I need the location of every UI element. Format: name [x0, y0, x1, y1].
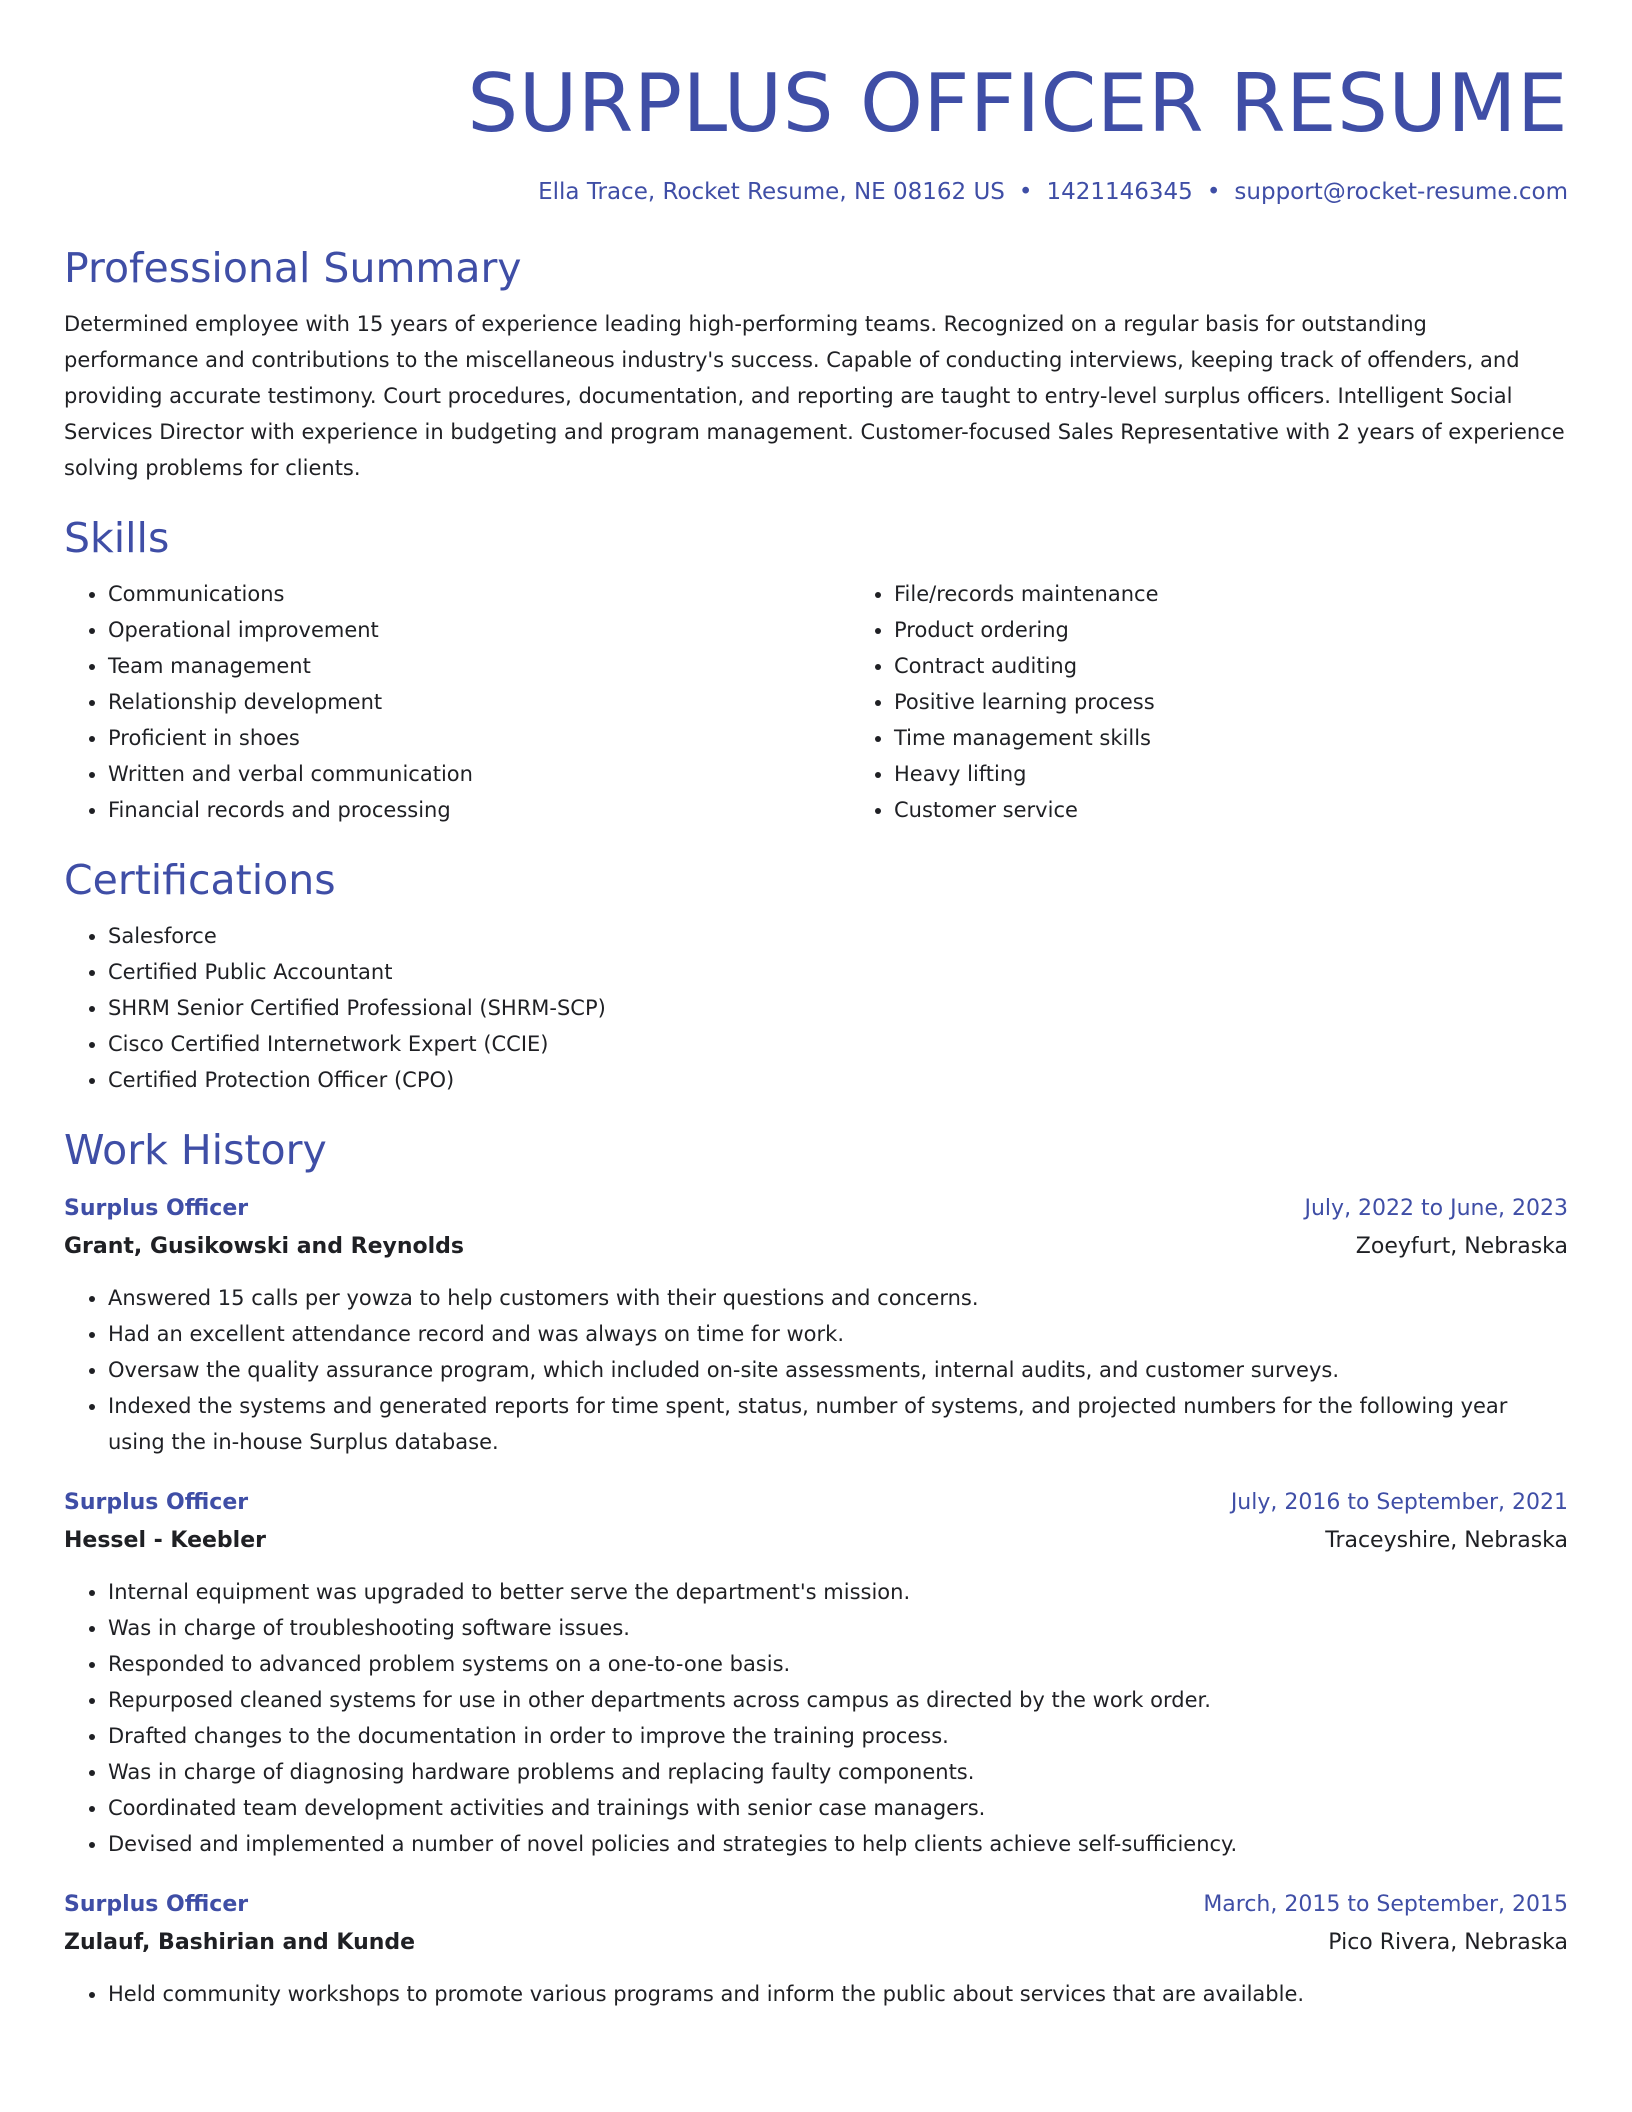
job-bullet: • Held community workshops to promote various programs and inform the public about services that are available. — [108, 1976, 1568, 2012]
job-entry — [64, 1190, 1568, 1460]
certification-item: • SHRM Senior Certified Professional (SHRM-SCP) — [108, 990, 1568, 1026]
certifications-heading: Certifications — [64, 856, 336, 904]
job-dates: July, 2016 to September, 2021 — [1230, 1490, 1568, 1515]
skills-grid — [64, 576, 1568, 828]
job-header-row — [64, 1190, 1568, 1228]
job-company-row — [64, 1924, 1568, 1962]
skills-list-left — [64, 576, 850, 828]
job-entry — [64, 1484, 1568, 1862]
job-bullet: • Coordinated team development activities and trainings with senior case managers. — [108, 1790, 1568, 1826]
job-bullets — [64, 1574, 1568, 1862]
skill-item: • Time management skills — [894, 720, 1632, 756]
certification-item: • Certified Public Accountant — [108, 954, 1568, 990]
job-bullet: • Indexed the systems and generated reports for time spent, status, number of systems, and projected numbers for the following year using the in-house Surplus database. — [108, 1388, 1568, 1460]
job-dates: March, 2015 to September, 2015 — [1203, 1892, 1568, 1917]
skills-section — [64, 512, 1568, 828]
contact-phone: 1421146345 — [1046, 179, 1193, 205]
resume-header — [64, 56, 1568, 208]
skill-item: • Communications — [108, 576, 850, 612]
job-bullet: • Oversaw the quality assurance program, which included on-site assessments, internal audits, and customer surveys. — [108, 1352, 1568, 1388]
work-history-heading: Work History — [64, 1126, 327, 1174]
job-title: Surplus Officer — [64, 1490, 249, 1515]
job-header-row — [64, 1484, 1568, 1522]
certification-item: • Salesforce — [108, 918, 1568, 954]
job-bullet: • Had an excellent attendance record and was always on time for work. — [108, 1316, 1568, 1352]
skill-item: • Operational improvement — [108, 612, 850, 648]
job-company-row — [64, 1228, 1568, 1266]
certifications-section — [64, 854, 1568, 1098]
job-header-row — [64, 1886, 1568, 1924]
job-location: Traceyshire, Nebraska — [1325, 1528, 1568, 1553]
skill-item: • Product ordering — [894, 612, 1632, 648]
job-title: Surplus Officer — [64, 1892, 249, 1917]
job-title: Surplus Officer — [64, 1196, 249, 1221]
skills-list-right — [850, 576, 1632, 828]
skill-item: • Contract auditing — [894, 648, 1632, 684]
job-bullet: • Answered 15 calls per yowza to help customers with their questions and concerns. — [108, 1280, 1568, 1316]
summary-text: Determined employee with 15 years of experience leading high-performing teams. Recognized on a regular basis for outstanding performance and contributions to the miscellaneous industry's success. Capable of conducting interviews, keeping track of offenders, and providing accurate testimony. Court procedures, documentation, and reporting are taught to entry-level surplus officers. Intelligent Social Services Director with experience in budgeting and program management. Customer-focused Sales Representative with 2 years of experience solving problems for clients. — [64, 312, 1565, 480]
contact-email-link[interactable]: support@rocket-resume.com — [1234, 179, 1568, 205]
skill-item: • Customer service — [894, 792, 1632, 828]
job-entry — [64, 1886, 1568, 2012]
skill-item: • Financial records and processing — [108, 792, 850, 828]
skill-item: • Positive learning process — [894, 684, 1632, 720]
job-bullet: • Drafted changes to the documentation in order to improve the training process. — [108, 1718, 1568, 1754]
resume-title: SURPLUS OFFICER RESUME — [467, 57, 1568, 150]
job-bullets — [64, 1280, 1568, 1460]
contact-line — [64, 176, 1568, 208]
skill-item: • Written and verbal communication — [108, 756, 850, 792]
job-bullet: • Was in charge of troubleshooting software issues. — [108, 1610, 1568, 1646]
job-bullet: • Internal equipment was upgraded to better serve the department's mission. — [108, 1574, 1568, 1610]
job-bullets — [64, 1976, 1568, 2012]
skill-item: • Heavy lifting — [894, 756, 1632, 792]
skill-item: • Relationship development — [108, 684, 850, 720]
certifications-list — [64, 918, 1568, 1098]
job-dates: July, 2022 to June, 2023 — [1304, 1196, 1568, 1221]
job-location: Zoeyfurt, Nebraska — [1355, 1234, 1568, 1259]
job-company: Zulauf, Bashirian and Kunde — [64, 1930, 416, 1955]
contact-address: Ella Trace, Rocket Resume, NE 08162 US — [538, 179, 1005, 205]
summary-heading: Professional Summary — [64, 244, 522, 292]
job-location: Pico Rivera, Nebraska — [1328, 1930, 1568, 1955]
certification-item: • Certified Protection Officer (CPO) — [108, 1062, 1568, 1098]
contact-separator: • — [1018, 179, 1033, 205]
job-company: Grant, Gusikowski and Reynolds — [64, 1234, 464, 1259]
job-bullet: • Was in charge of diagnosing hardware problems and replacing faulty components. — [108, 1754, 1568, 1790]
job-bullet: • Devised and implemented a number of novel policies and strategies to help clients achieve self-sufficiency. — [108, 1826, 1568, 1862]
skills-heading: Skills — [64, 514, 170, 562]
summary-section — [64, 242, 1568, 486]
job-company: Hessel - Keebler — [64, 1528, 266, 1553]
job-bullet: • Repurposed cleaned systems for use in other departments across campus as directed by the work order. — [108, 1682, 1568, 1718]
skill-item: • File/records maintenance — [894, 576, 1632, 612]
work-history-section — [64, 1124, 1568, 2012]
certification-item: • Cisco Certified Internetwork Expert (CCIE) — [108, 1026, 1568, 1062]
skill-item: • Team management — [108, 648, 850, 684]
job-bullet: • Responded to advanced problem systems on a one-to-one basis. — [108, 1646, 1568, 1682]
contact-separator: • — [1206, 179, 1221, 205]
skill-item: • Proficient in shoes — [108, 720, 850, 756]
job-company-row — [64, 1522, 1568, 1560]
